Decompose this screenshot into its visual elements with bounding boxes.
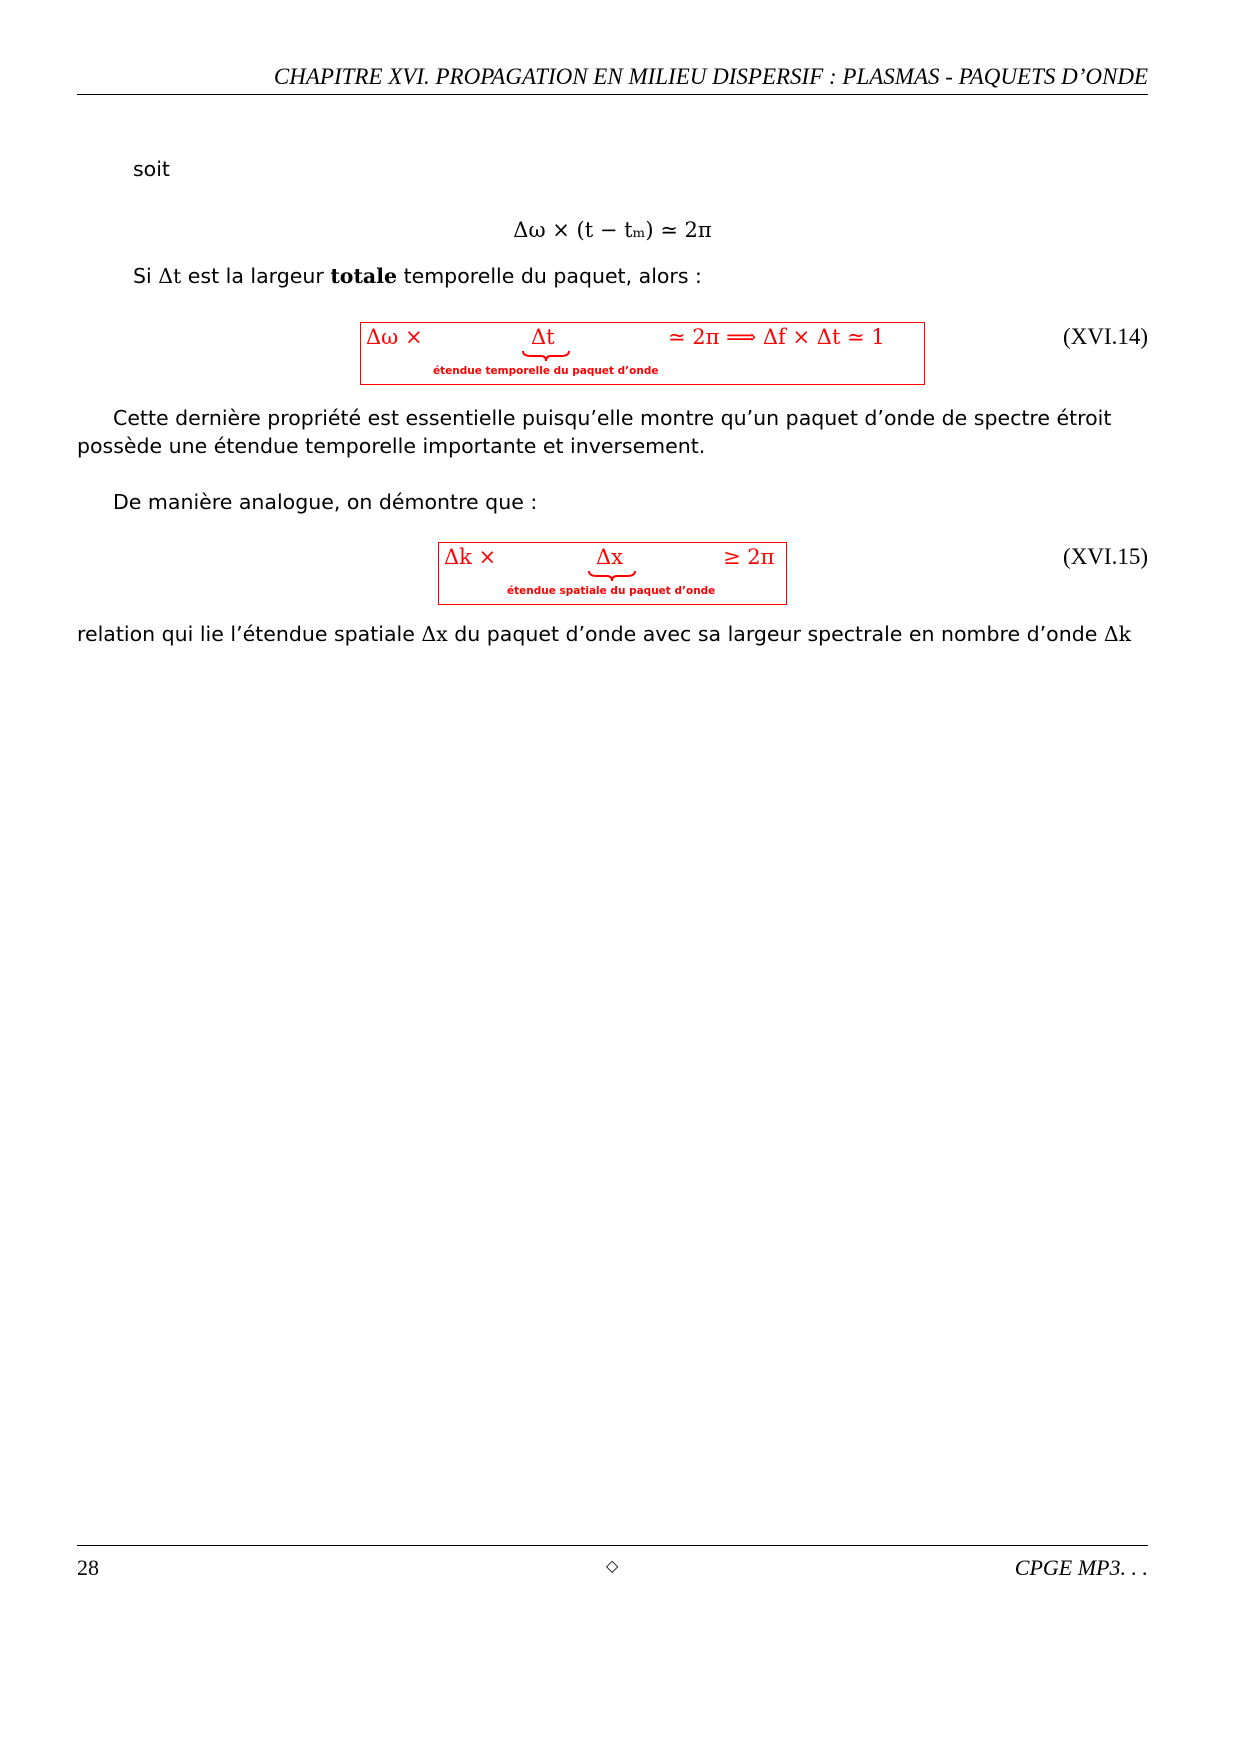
text-fragment: relation qui lie l’étendue spatiale [77, 622, 422, 646]
running-header: CHAPITRE XVI. PROPAGATION EN MILIEU DISPERSIF : PLASMAS - PAQUETS D’ONDE [273, 64, 1148, 89]
equation-delta-omega: Δω × (t − tₘ) ≃ 2π [513, 218, 712, 242]
equation-number-xvi-14: (XVI.14) [1063, 324, 1148, 349]
page-number: 28 [77, 1555, 99, 1580]
eq14-center-delta-t: Δt [531, 325, 555, 349]
header-rule [77, 94, 1148, 95]
text-fragment: est la largeur [181, 264, 331, 288]
eq15-right: ≥ 2π [723, 545, 775, 569]
eq15-underbrace-note: étendue spatiale du paquet d’onde [507, 585, 716, 597]
paragraph-soit: soit [133, 157, 170, 181]
boxed-equation-xvi-14 [360, 322, 925, 385]
diamond-icon: ◇ [606, 1556, 619, 1575]
paragraph-propriete: Cette dernière propriété est essentielle puisqu’elle montre qu’un paquet d’onde de spectre étroit possède une étendue temporelle importante et inversement. [77, 406, 1112, 458]
text-fragment: du paquet d’onde avec sa largeur spectrale en nombre d’onde [447, 622, 1104, 646]
math-delta-x: Δx [421, 622, 448, 646]
underbrace-icon [587, 569, 637, 583]
paragraph-analogue: De manière analogue, on démontre que : [113, 490, 538, 514]
eq14-right: ≃ 2π ⟹ Δf × Δt ≃ 1 [668, 325, 885, 349]
footer-course-label: CPGE MP3. . . [1014, 1555, 1148, 1580]
eq14-left: Δω × [366, 325, 423, 349]
paragraph-si-delta-t [77, 262, 1204, 290]
text-fragment: temporelle du paquet, alors : [397, 264, 702, 288]
math-delta-t: Δt [158, 264, 182, 288]
equation-number-xvi-15: (XVI.15) [1063, 544, 1148, 569]
footer-rule [77, 1545, 1148, 1546]
math-delta-k: Δk [1103, 622, 1132, 646]
paragraph-relation [77, 620, 1148, 648]
eq14-underbrace-note: étendue temporelle du paquet d’onde [433, 365, 659, 377]
underbrace-icon [521, 349, 571, 363]
text-fragment: Si [133, 264, 159, 288]
boxed-equation-xvi-15 [438, 542, 787, 605]
eq15-center-delta-x: Δx [596, 545, 624, 569]
eq15-left: Δk × [444, 545, 497, 569]
bold-word-totale: totale [330, 264, 398, 288]
